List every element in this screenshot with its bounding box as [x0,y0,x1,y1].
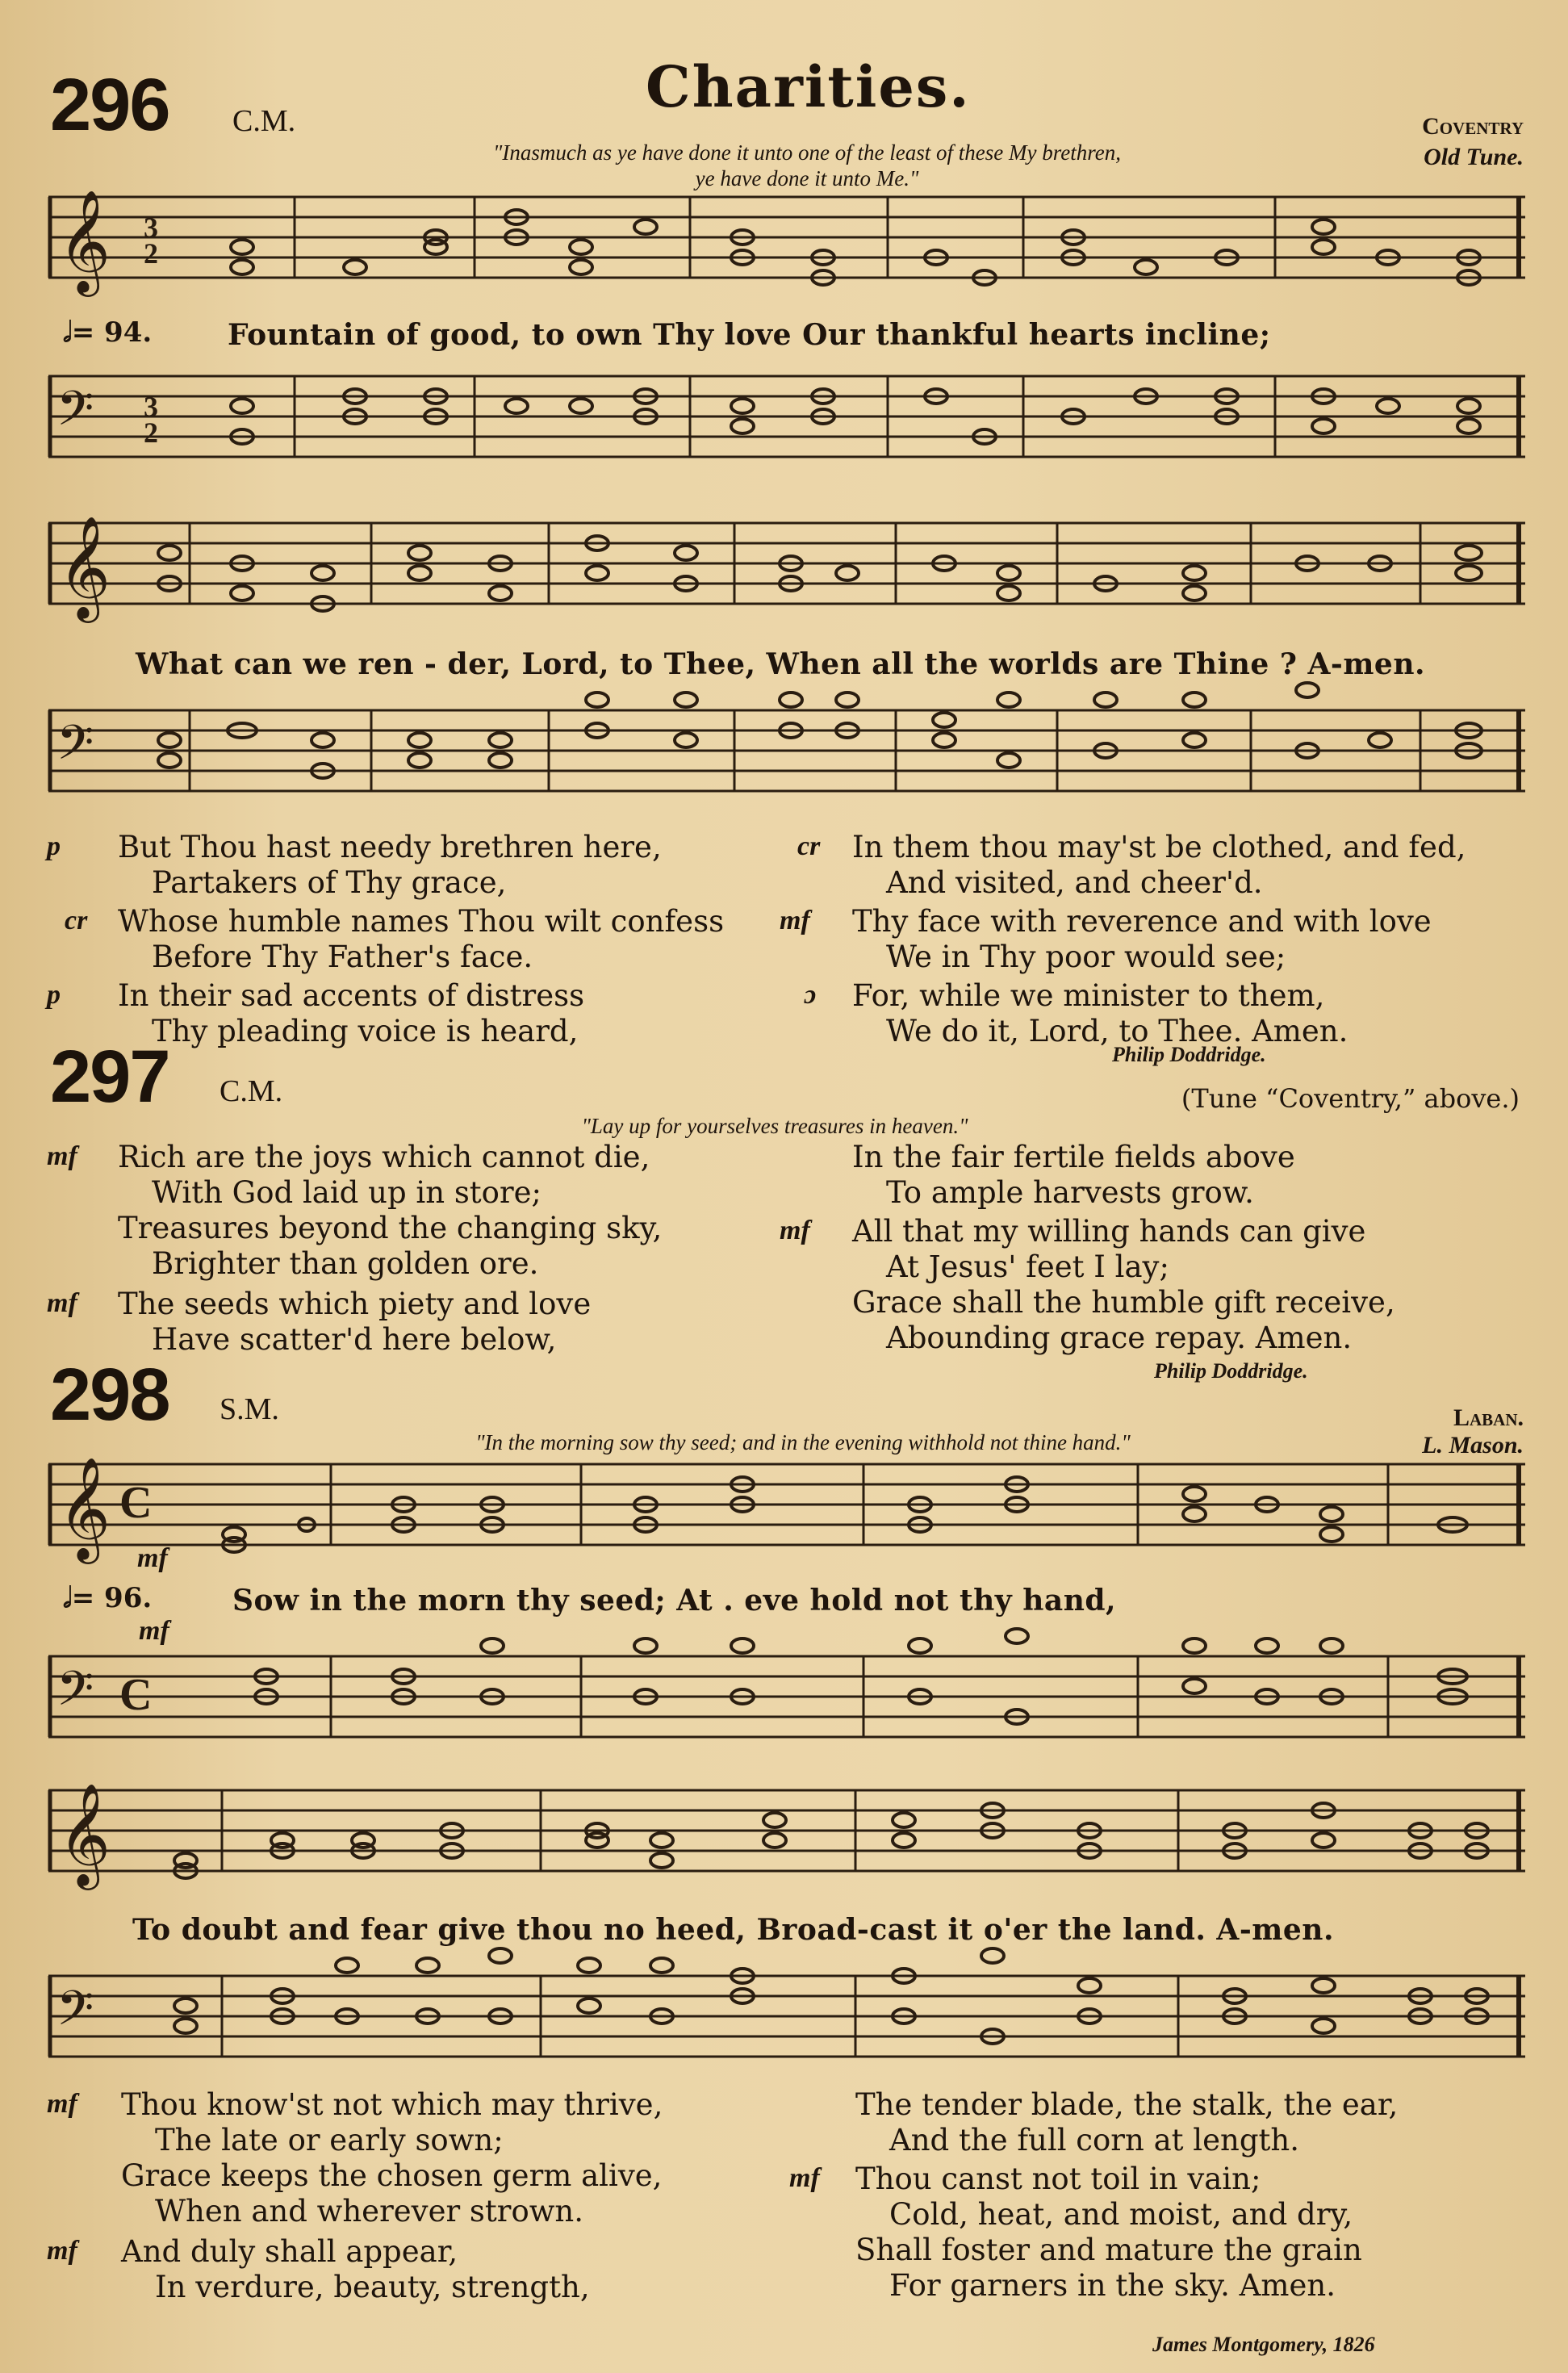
hymn-296-epigraph-2: ye have done it unto Me." [695,166,919,190]
half-note-icon: 𝅗𝅥 [63,1582,72,1614]
verse-line: And duly shall appear, [121,2234,458,2269]
verse-stanza [797,1140,1524,1214]
verse-line: In their sad accents of distress [118,978,585,1013]
hymn-298-tempo: 𝅗𝅥= 96. [63,1582,153,1614]
svg-text:𝄞: 𝄞 [58,1456,111,1559]
dynamic-mark: mf [47,2236,77,2266]
verse-stanza [797,978,1524,1053]
verse-line: Cold, heat, and moist, and dry, [889,2197,1353,2232]
hymn-296-system-2-treble [48,517,1525,617]
hymn-298-meter: S.M. [220,1392,279,1426]
svg-text:C: C [119,1670,153,1720]
hymn-296-system-1-treble [48,190,1525,291]
verse-stanza [47,1287,773,1361]
svg-text:C: C [119,1478,153,1528]
verse-line: Brighter than golden ore. [152,1246,539,1281]
hymn-297-epigraph: "Lay up for yourselves treasures in heaven." [581,1114,968,1138]
hymn-296-meter: C.M. [232,104,296,138]
svg-text:𝄢: 𝄢 [56,1660,94,1728]
svg-text:𝄢: 𝄢 [56,714,94,782]
hymn-298-system-2-treble [48,1784,1525,1884]
svg-text:𝄞: 𝄞 [58,189,111,292]
hymn-296-author: Philip Doddridge. [1112,1043,1266,1066]
hymn-298-lyric-2: To doubt and fear give thou no heed, Broad-cast it o'er the land. A-men. [132,1913,1335,1947]
hymn-298-system-2-bass [48,1969,1525,2070]
hymn-296-number: 296 [50,64,169,146]
dynamic-mark: p [47,831,61,861]
dynamic-mark: p [47,980,61,1010]
hymn-296-system-2-bass [48,704,1525,804]
verse-line: When and wherever strown. [155,2194,583,2229]
hymn-296-epigraph-1: "Inasmuch as ye have done it unto one of the least of these My brethren, [493,140,1121,165]
verse-stanza [47,830,773,904]
hymn-298-number: 298 [50,1354,169,1436]
hymn-298-composer: L. Mason. [1422,1432,1524,1459]
svg-text:𝄞: 𝄞 [58,1782,111,1885]
svg-text:2: 2 [144,416,158,449]
verse-stanza [797,2087,1524,2162]
svg-text:𝄢: 𝄢 [56,380,94,448]
verse-line: Grace shall the humble gift receive, [852,1285,1395,1320]
hymn-298-verses-right [789,2087,1524,2308]
verse-line: The tender blade, the stalk, the ear, [855,2087,1399,2122]
verse-line: Treasures beyond the changing sky, [118,1211,663,1245]
verse-line: And the full corn at length. [889,2123,1299,2157]
verse-stanza [797,830,1524,904]
svg-text:𝄢: 𝄢 [56,1980,94,2048]
hymn-296-tune-origin: Old Tune. [1424,144,1524,170]
verse-line: Rich are the joys which cannot die, [118,1140,650,1174]
page-title: Charities. [646,53,971,120]
verse-stanza [780,904,1524,978]
half-note-icon: 𝅗𝅥 [63,316,72,349]
verse-line: Thou know'st not which may thrive, [121,2087,663,2122]
hymn-296-lyric-1: Fountain of good, to own Thy love Our thankful hearts incline; [228,318,1271,352]
verse-line: Grace keeps the chosen germ alive, [121,2158,663,2193]
hymn-296-lyric-2: What can we ren - der, Lord, to Thee, When all the worlds are Thine ? A-men. [136,647,1426,681]
svg-text:3: 3 [144,391,158,423]
hymn-297-verses-left [47,1140,773,1361]
hymn-298-epigraph: "In the morning sow thy seed; and in the evening withhold not thine hand." [475,1430,1131,1454]
verse-stanza [47,2234,773,2308]
svg-text:2: 2 [144,237,158,270]
hymn-297-author: Philip Doddridge. [1154,1359,1308,1383]
dynamic-mark: mf [780,906,810,935]
verse-line: Whose humble names Thou wilt confess [118,904,725,939]
hymn-297-verses-right [780,1140,1524,1361]
verse-line: Have scatter'd here below, [152,1322,557,1357]
dynamic-mark: mf [47,1141,77,1171]
hymn-296-system-1-bass [48,370,1525,470]
verse-line: Thou canst not toil in vain; [855,2162,1261,2196]
hymn-298-author: James Montgomery, 1826 [1152,2333,1375,2356]
verse-line: In the fair fertile fields above [852,1140,1295,1174]
verse-line: With God laid up in store; [152,1175,542,1210]
verse-line: All that my willing hands can give [852,1214,1366,1249]
svg-text:𝄞: 𝄞 [58,515,111,618]
dynamic-mark: mf [789,2163,820,2193]
verse-line: For garners in the sky. Amen. [889,2268,1336,2303]
hymn-298-verses-left [47,2087,773,2308]
verse-line: But Thou hast needy brethren here, [118,830,662,864]
hymn-296-tempo: 𝅗𝅥= 94. [63,316,153,349]
hymn-296-tune-name: Coventry [1422,113,1524,140]
dynamic-mark: cr [65,906,88,935]
dynamic-mark: ɔ [804,980,817,1010]
verse-stanza [789,2162,1524,2308]
verse-line: To ample harvests grow. [886,1175,1254,1210]
verse-stanza [47,2087,773,2234]
verse-line: Abounding grace repay. Amen. [886,1320,1353,1355]
hymn-297-meter: C.M. [220,1074,283,1108]
hymn-298-lyric-1: Sow in the morn thy seed; At . eve hold not thy hand, [232,1584,1117,1618]
verse-line: In them thou may'st be clothed, and fed, [852,830,1466,864]
verse-line: Shall foster and mature the grain [855,2233,1362,2267]
hymn-298-dynamic-bass: mf [139,1616,169,1646]
verse-line: In verdure, beauty, strength, [155,2270,590,2304]
hymn-298-dynamic-treble: mf [137,1543,168,1573]
verse-line: And visited, and cheer'd. [886,865,1263,900]
hymn-296-verses-right [780,830,1524,1053]
verse-line: Thy pleading voice is heard, [152,1014,579,1048]
verse-line: We in Thy poor would see; [886,940,1286,974]
dynamic-mark: cr [797,831,821,861]
dynamic-mark: mf [47,1288,77,1318]
verse-line: We do it, Lord, to Thee. Amen. [886,1014,1348,1048]
verse-line: Thy face with reverence and with love [852,904,1432,939]
hymn-298-system-1-treble [48,1458,1525,1558]
svg-text:3: 3 [144,211,158,244]
verse-line: Partakers of Thy grace, [152,865,507,900]
dynamic-mark: mf [47,2089,77,2119]
verse-line: For, while we minister to them, [852,978,1325,1013]
dynamic-mark: mf [780,1216,810,1245]
hymn-298-system-1-bass [48,1650,1525,1750]
verse-line: Before Thy Father's face. [152,940,533,974]
hymn-298-tune-name: Laban. [1453,1404,1524,1431]
hymn-297-tune-note: (Tune “Coventry,” above.) [1181,1083,1520,1114]
verse-line: At Jesus' feet I lay; [886,1249,1169,1284]
verse-line: The late or early sown; [155,2123,504,2157]
verse-stanza [47,904,773,978]
verse-stanza [780,1214,1524,1361]
verse-line: The seeds which piety and love [118,1287,592,1321]
verse-stanza [47,1140,773,1287]
hymn-297-number: 297 [50,1036,169,1118]
hymn-296-verses-left [47,830,773,1053]
